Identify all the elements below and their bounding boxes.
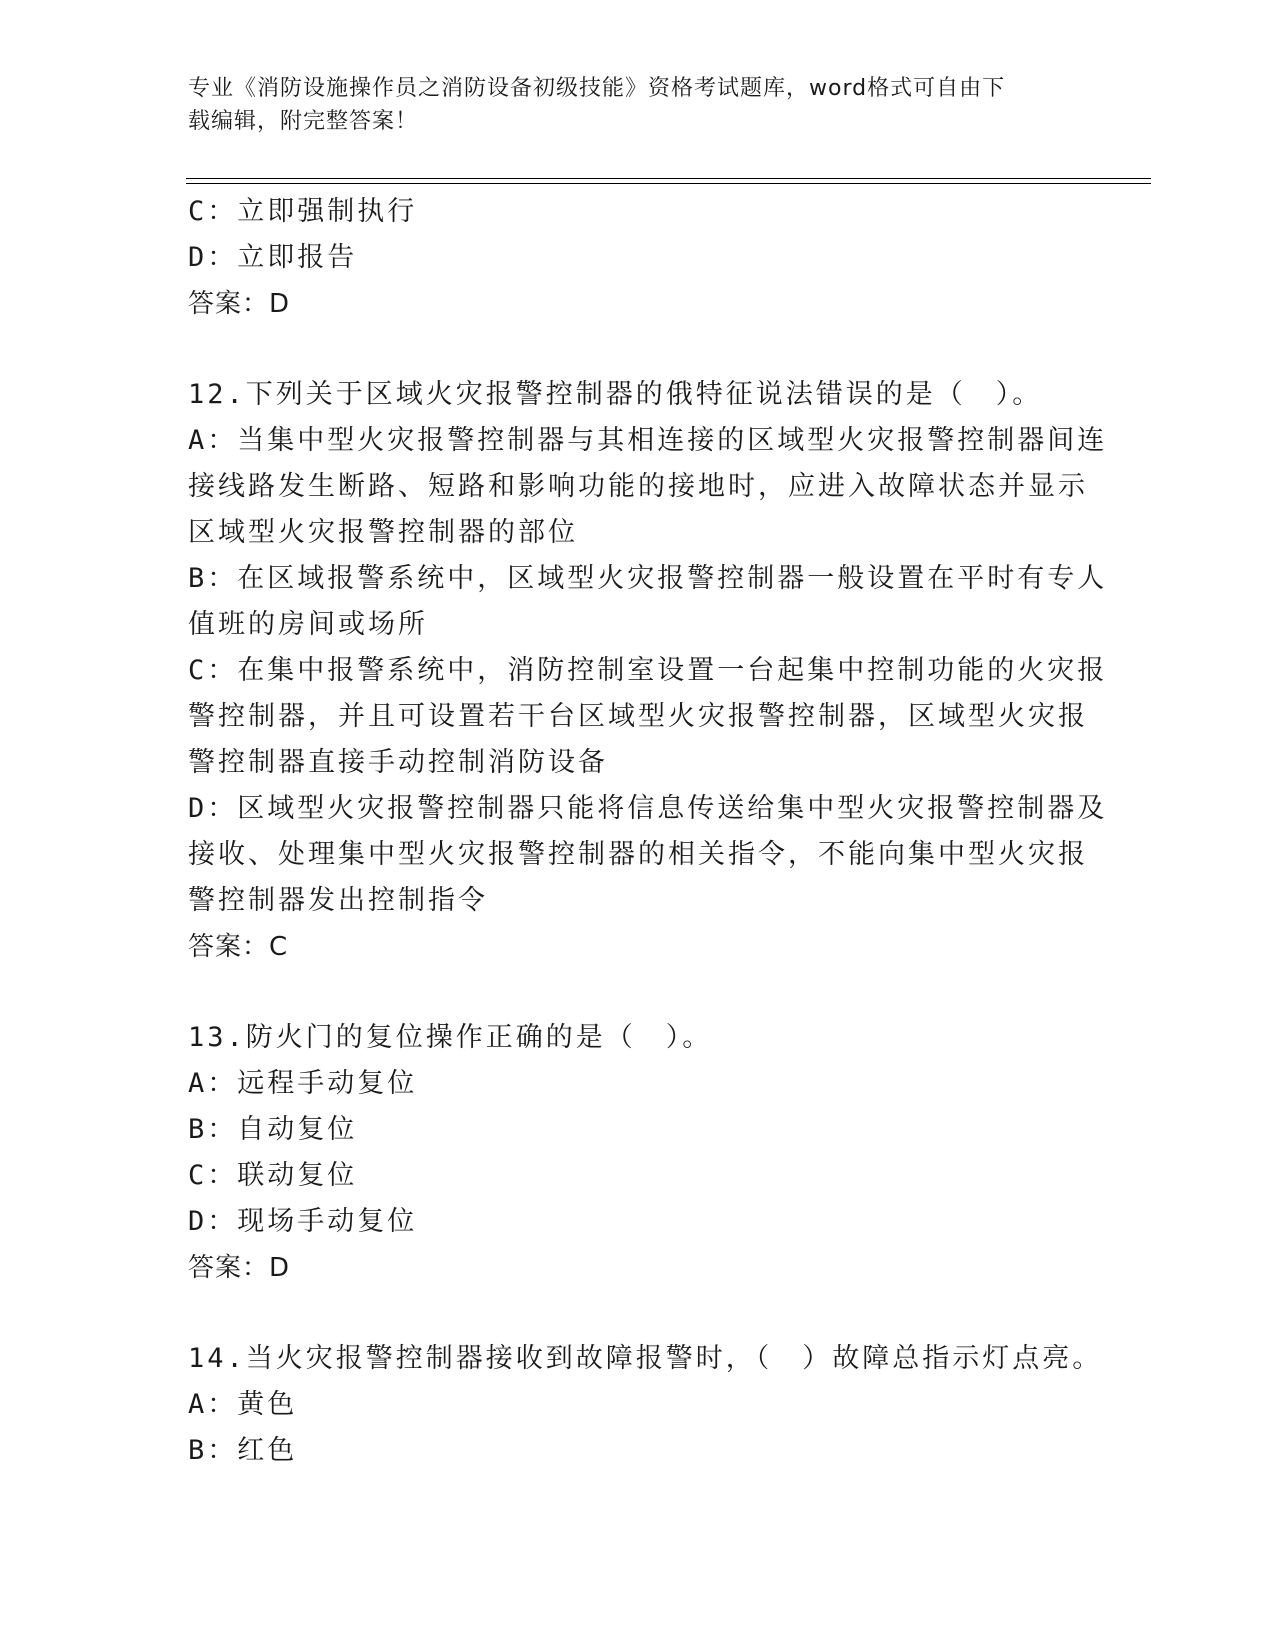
q11-option-d: D：立即报告 <box>188 242 358 273</box>
header-line-2: 载编辑，附完整答案！ <box>188 109 419 134</box>
q12-option-a-line-2: 接线路发生断路、短路和影响功能的接地时，应进入故障状态并显示 <box>188 471 1088 502</box>
q12-option-c <box>188 648 1108 786</box>
q14-option-b: B：红色 <box>188 1435 298 1466</box>
spacer <box>188 1291 1088 1336</box>
q12-option-b-line-2: 值班的房间或场所 <box>188 609 428 640</box>
question-13 <box>188 1015 1088 1291</box>
question-14 <box>188 1336 1103 1474</box>
q12-question: 12.下列关于区域火灾报警控制器的俄特征说法错误的是（ ）。 <box>188 379 1043 410</box>
q12-option-a <box>188 418 1108 556</box>
q13-option-b: B：自动复位 <box>188 1114 358 1145</box>
q12-option-c-line-2: 警控制器，并且可设置若干台区域型火灾报警控制器，区域型火灾报 <box>188 701 1088 732</box>
header-line-1: 专业《消防设施操作员之消防设备初级技能》资格考试题库，word格式可自由下 <box>188 76 1006 101</box>
spacer <box>188 970 1088 1015</box>
q13-option-c: C：联动复位 <box>188 1160 358 1191</box>
q13-answer: 答案：D <box>188 1253 291 1283</box>
q12-option-a-line-1: A：当集中型火灾报警控制器与其相连接的区域型火灾报警控制器间连 <box>188 425 1108 456</box>
q13-option-d: D：现场手动复位 <box>188 1206 418 1237</box>
q12-option-b-line-1: B：在区域报警系统中，区域型火灾报警控制器一般设置在平时有专人 <box>188 563 1108 594</box>
q13-option-a: A：远程手动复位 <box>188 1068 418 1099</box>
q12-option-d-line-2: 接收、处理集中型火灾报警控制器的相关指令，不能向集中型火灾报 <box>188 839 1088 870</box>
q12-option-c-line-1: C：在集中报警系统中，消防控制室设置一台起集中控制功能的火灾报 <box>188 655 1108 686</box>
question-11 <box>188 189 1088 327</box>
document-header <box>188 72 1088 138</box>
q12-option-b <box>188 556 1108 648</box>
q12-option-c-line-3: 警控制器直接手动控制消防设备 <box>188 747 608 778</box>
header-divider-top <box>186 178 1151 179</box>
q13-question: 13.防火门的复位操作正确的是（ ）。 <box>188 1022 713 1053</box>
q14-option-a: A：黄色 <box>188 1389 298 1420</box>
q12-option-d <box>188 786 1108 924</box>
spacer <box>188 327 1088 372</box>
q14-question: 14.当火灾报警控制器接收到故障报警时，（ ）故障总指示灯点亮。 <box>188 1343 1103 1374</box>
header-divider-bottom <box>186 183 1151 184</box>
question-12 <box>188 372 1108 970</box>
q12-option-a-line-3: 区域型火灾报警控制器的部位 <box>188 517 578 548</box>
q12-answer: 答案：C <box>188 932 289 962</box>
q11-answer: 答案：D <box>188 289 291 319</box>
q12-option-d-line-1: D：区域型火灾报警控制器只能将信息传送给集中型火灾报警控制器及 <box>188 793 1108 824</box>
q12-option-d-line-3: 警控制器发出控制指令 <box>188 885 488 916</box>
q11-option-c: C：立即强制执行 <box>188 196 418 227</box>
question-content <box>188 189 1108 1474</box>
